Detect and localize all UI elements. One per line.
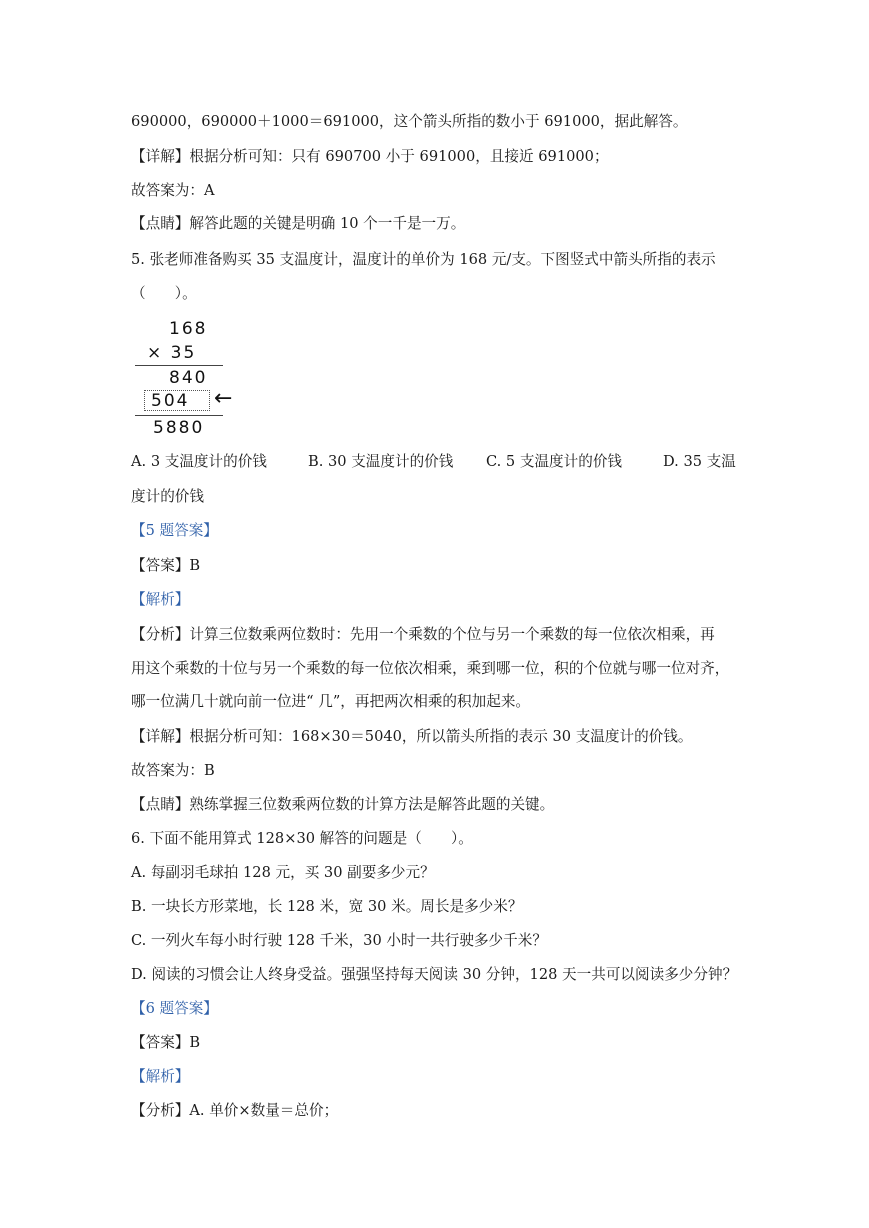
partial-product-1: 840: [169, 368, 208, 388]
calc-rule: [135, 415, 223, 416]
answer-line: 故答案为：A: [131, 182, 215, 199]
option-d-continued: 度计的价钱: [131, 488, 204, 505]
question-6-option-c: C. 一列火车每小时行驶 128 千米，30 小时一共行驶多少千米？: [131, 932, 547, 949]
analysis-5-line-1: 【分析】计算三位数乘两位数时：先用一个乘数的个位与另一个乘数的每一位依次相乘，再: [131, 626, 715, 643]
answer-conclusion-5: 故答案为：B: [131, 762, 215, 779]
analysis-5-line-2: 用这个乘数的十位与另一个乘数的每一位依次相乘，乘到哪一位，积的个位就与哪一位对齐，: [131, 660, 730, 677]
partial-product-2: 504: [151, 391, 190, 411]
question-6-option-d: D. 阅读的习惯会让人终身受益。强强坚持每天阅读 30 分钟，128 天一共可以阅读多少分钟？: [131, 966, 738, 983]
question-6-option-b: B. 一块长方形菜地，长 128 米，宽 30 米。周长是多少米？: [131, 898, 523, 915]
detail-line: 【详解】根据分析可知：只有 690700 小于 691000，且接近 691000；: [131, 148, 609, 165]
question-6-option-a: A. 每副羽毛球拍 128 元，买 30 副要多少元？: [131, 864, 435, 881]
option-c: C. 5 支温度计的价钱: [486, 453, 623, 470]
final-product: 5880: [153, 418, 205, 438]
question-5-options: [131, 452, 738, 474]
option-d: D. 35 支温: [663, 453, 736, 470]
answer-5: 【答案】B: [131, 557, 201, 574]
key-point-line: 【点睛】解答此题的关键是明确 10 个一千是一万。: [131, 215, 466, 232]
arrow-left-icon: ←: [214, 386, 235, 411]
option-a: A. 3 支温度计的价钱: [131, 453, 267, 470]
question-6: 6. 下面不能用算式 128×30 解答的问题是（ ）。: [131, 830, 473, 847]
analysis-6: 【分析】A. 单价×数量＝总价；: [131, 1102, 339, 1119]
detail-5: 【详解】根据分析可知：168×30＝5040，所以箭头所指的表示 30 支温度计的价钱。: [131, 728, 693, 745]
analysis-header-6: 【解析】: [131, 1068, 190, 1085]
calc-rule: [135, 365, 223, 366]
option-b: B. 30 支温度计的价钱: [308, 453, 454, 470]
multiplicand: 168: [169, 319, 208, 339]
analysis-header-5: 【解析】: [131, 591, 190, 608]
multiplier: × 35: [147, 343, 197, 363]
answer-6: 【答案】B: [131, 1034, 201, 1051]
analysis-5-line-3: 哪一位满几十就向前一位进“ 几”，再把两次相乘的积加起来。: [131, 693, 531, 710]
text-line: 690000，690000＋1000＝691000，这个箭头所指的数小于 691000，据此解答。: [131, 113, 688, 130]
key-point-5: 【点睛】熟练掌握三位数乘两位数的计算方法是解答此题的关键。: [131, 796, 555, 813]
question-5-blank: （ ）。: [131, 285, 197, 302]
answer-header-6: 【6 题答案】: [131, 1000, 218, 1017]
vertical-multiplication: [131, 317, 251, 442]
answer-header-5: 【5 题答案】: [131, 522, 218, 539]
question-5: 5. 张老师准备购买 35 支温度计，温度计的单价为 168 元/支。下图竖式中箭头所指的表示: [131, 251, 716, 268]
